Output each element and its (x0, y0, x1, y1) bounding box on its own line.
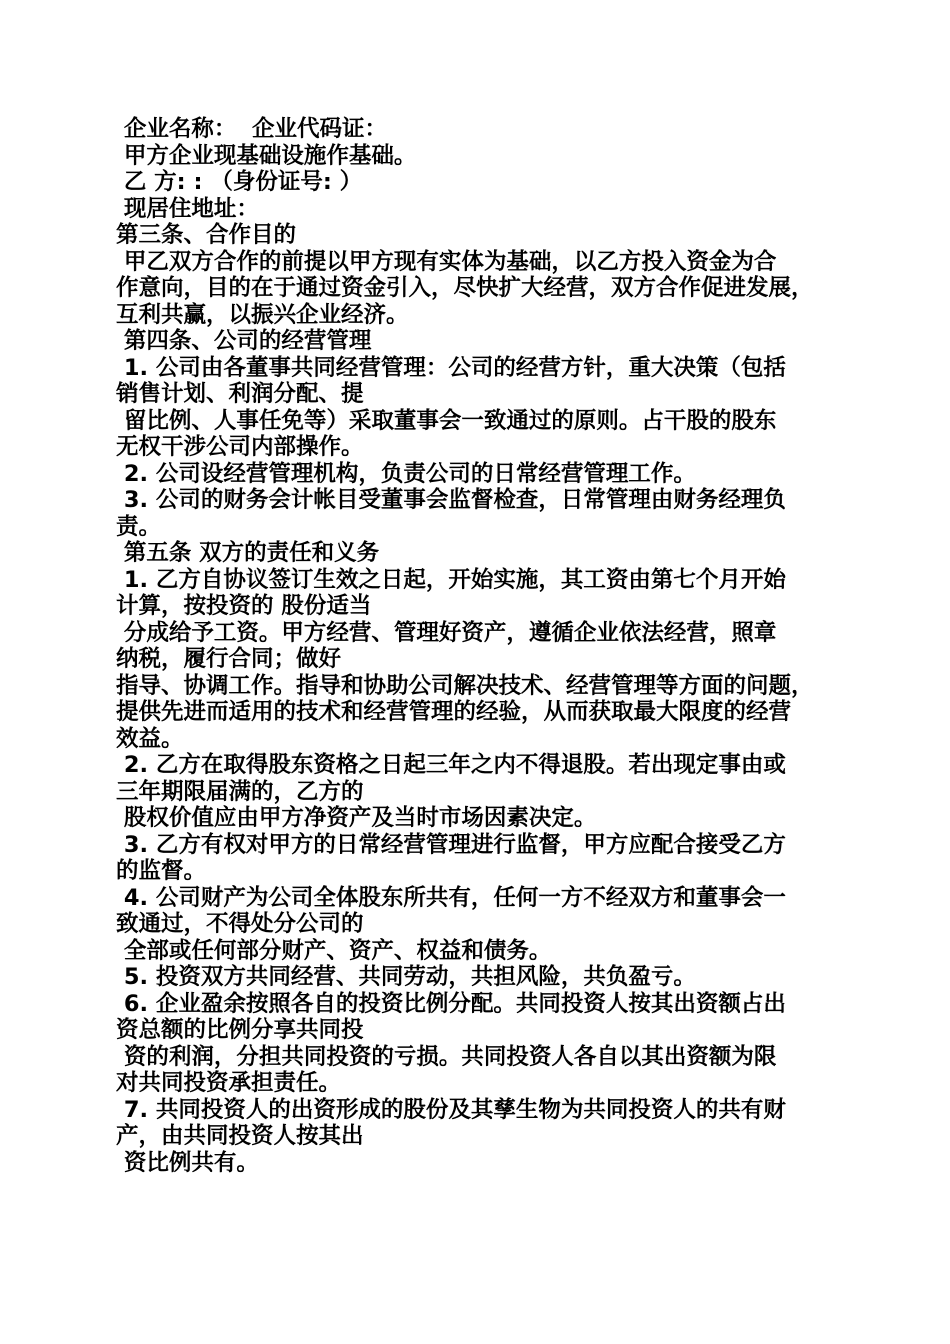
text-line: 第五条 双方的责任和义务 (116, 540, 380, 566)
text-line: 1. 公司由各董事共同经营管理：公司的经营方针，重大决策（包括 (116, 354, 786, 381)
text-line: 无权干涉公司内部操作。 (116, 434, 364, 460)
text-line: 三年期限届满的，乙方的 (116, 778, 364, 805)
text-line: 责。 (116, 513, 162, 540)
text-line: 对共同投资承担责任。 (116, 1070, 342, 1096)
text-line: 资的利润，分担共同投资的亏损。共同投资人各自以其出资额为限 (116, 1043, 777, 1070)
text-line: 5. 投资双方共同经营、共同劳动，共担风险，共负盈亏。 (116, 964, 696, 990)
text-line: 的监督。 (116, 858, 207, 884)
text-line: 留比例、人事任免等）采取董事会一致通过的原则。占干股的股东 (116, 407, 777, 434)
text-line: 乙 方: : （身份证号: ） (116, 169, 363, 195)
text-line: 4. 公司财产为公司全体股东所共有，任何一方不经双方和董事会一 (116, 884, 786, 911)
document-body (116, 116, 848, 1176)
text-line: 分成给予工资。甲方经营、管理好资产，遵循企业依法经营，照章 (116, 619, 777, 646)
text-line: 企业名称： 企业代码证： (116, 116, 388, 142)
text-line: 产，由共同投资人按其出 (116, 1123, 364, 1149)
text-line: 致通过，不得处分公司的 (116, 911, 364, 937)
text-line: 股权价值应由甲方净资产及当时市场因素决定。 (116, 805, 597, 831)
text-line: 资总额的比例分享共同投 (116, 1017, 364, 1043)
text-line: 第三条、合作目的 (116, 222, 297, 248)
text-line: 纳税，履行合同；做好 (116, 646, 342, 672)
text-line: 提供先进而适用的技术和经营管理的经验，从而获取最大限度的经营 (116, 699, 792, 725)
text-line: 互利共赢，以振兴企业经济。 (116, 301, 409, 328)
text-line: 3. 乙方有权对甲方的日常经营管理进行监督，甲方应配合接受乙方 (116, 831, 786, 858)
text-line: 1. 乙方自协议签订生效之日起，开始实施，其工资由第七个月开始 (116, 566, 786, 593)
text-line: 甲方企业现基础设施作基础。 (116, 142, 417, 169)
text-line: 7. 共同投资人的出资形成的股份及其孳生物为共同投资人的共有财 (116, 1096, 786, 1123)
text-line: 资比例共有。 (116, 1149, 259, 1176)
text-line: 计算，按投资的 股份适当 (116, 593, 372, 619)
text-line: 6. 企业盈余按照各自的投资比例分配。共同投资人按其出资额占出 (116, 990, 786, 1017)
text-line: 现居住地址： (116, 195, 259, 222)
text-line: 3. 公司的财务会计帐目受董事会监督检查，日常管理由财务经理负 (116, 487, 786, 513)
text-line: 甲乙双方合作的前提以甲方现有实体为基础，以乙方投入资金为合 (116, 248, 777, 275)
text-line: 全部或任何部分财产、资产、权益和债务。 (116, 937, 552, 964)
text-line: 效益。 (116, 725, 184, 752)
text-line: 2. 乙方在取得股东资格之日起三年之内不得退股。若出现定事由或 (116, 752, 786, 778)
text-line: 第四条、公司的经营管理 (116, 328, 372, 354)
text-line: 作意向，目的在于通过资金引入，尽快扩大经营，双方合作促进发展， (116, 275, 814, 301)
text-line: 2. 公司设经营管理机构，负责公司的日常经营管理工作。 (116, 460, 696, 487)
text-line: 销售计划、利润分配、提 (116, 381, 364, 407)
text-line: 指导、协调工作。指导和协助公司解决技术、经营管理等方面的问题， (116, 672, 814, 699)
